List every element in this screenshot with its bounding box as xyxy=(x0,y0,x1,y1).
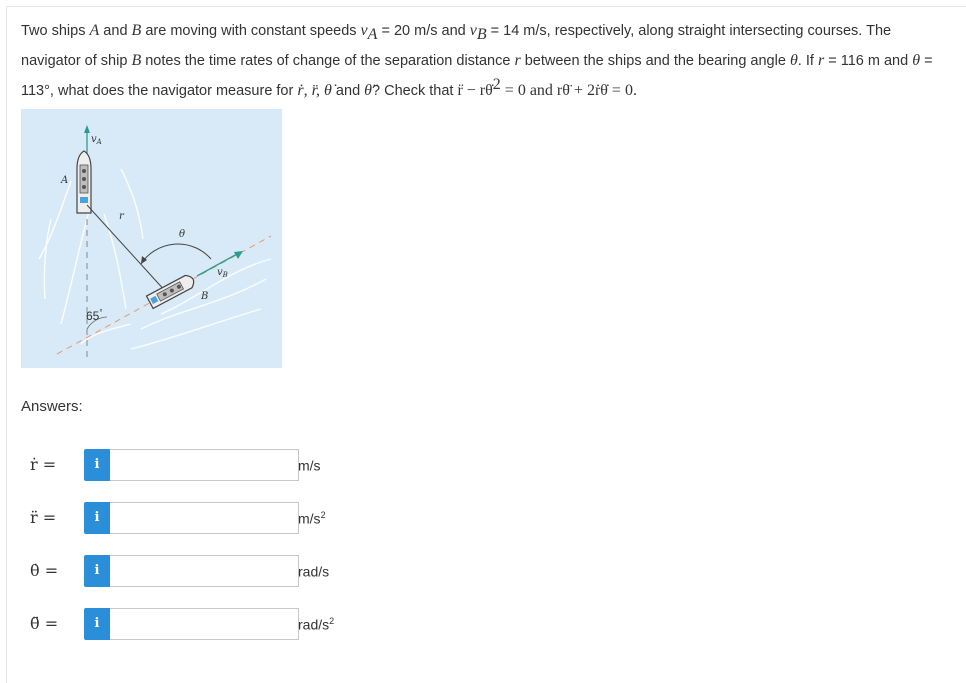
answers-heading: Answers: xyxy=(21,398,83,415)
unit-label: m/s xyxy=(298,457,321,474)
answer-row-r-ddot xyxy=(0,502,966,536)
ships-diagram xyxy=(21,109,282,368)
velocity-a-arrowhead xyxy=(84,125,90,133)
label-r: r xyxy=(119,211,124,222)
answer-input-theta-ddot[interactable] xyxy=(110,608,299,640)
info-icon[interactable]: i xyxy=(84,608,110,640)
label-va: $v_A$ xyxy=(91,134,102,146)
answer-row-theta-dot xyxy=(0,555,966,589)
angle-label-65: 65° xyxy=(86,308,103,323)
separation-line-r xyxy=(87,205,167,293)
answer-symbol: r̈ = xyxy=(30,508,57,527)
unit-label: $m/s^2$ xyxy=(298,510,326,527)
unit-label: rad/s xyxy=(298,563,330,580)
answer-row-theta-ddot xyxy=(0,608,966,642)
info-icon[interactable]: i xyxy=(84,449,110,481)
label-a: A xyxy=(61,175,69,186)
answer-input-r-ddot[interactable] xyxy=(110,502,299,534)
answer-input-theta-dot[interactable] xyxy=(110,555,299,587)
answer-symbol: θ̈ = xyxy=(30,614,59,633)
info-icon[interactable]: i xyxy=(84,502,110,534)
answer-symbol: ṙ = xyxy=(30,455,57,474)
answer-input-r-dot[interactable] xyxy=(110,449,299,481)
unit-label: rad/$s^2$ xyxy=(298,616,335,633)
ship-a xyxy=(77,151,91,213)
label-b: B xyxy=(201,291,209,302)
theta-arc xyxy=(141,244,211,264)
label-vb: $v_B$ xyxy=(217,267,228,279)
answer-symbol: θ̇ = xyxy=(30,561,59,580)
ships-figure xyxy=(21,109,282,368)
label-theta: θ xyxy=(179,229,186,240)
answer-row-r-dot xyxy=(0,449,966,483)
problem-statement: Two ships A and B are moving with constant speeds $v_A = 20$ m/s and $v_B = 14$ m/s, respectively, along straight intersecting courses. The navigator of ship B notes the time rates of change of the separation distance r between the ships and the bearing angle θ. If r = 116 m and θ = 113°, what does the navigator measure for ṙ, r̈, θ̇ and θ̈? Check that r̈ − rθ̇$^2$ = 0 and rθ̈ + 2ṙθ̇ = 0. xyxy=(21,22,933,99)
info-icon[interactable]: i xyxy=(84,555,110,587)
water-wake xyxy=(39,169,271,349)
